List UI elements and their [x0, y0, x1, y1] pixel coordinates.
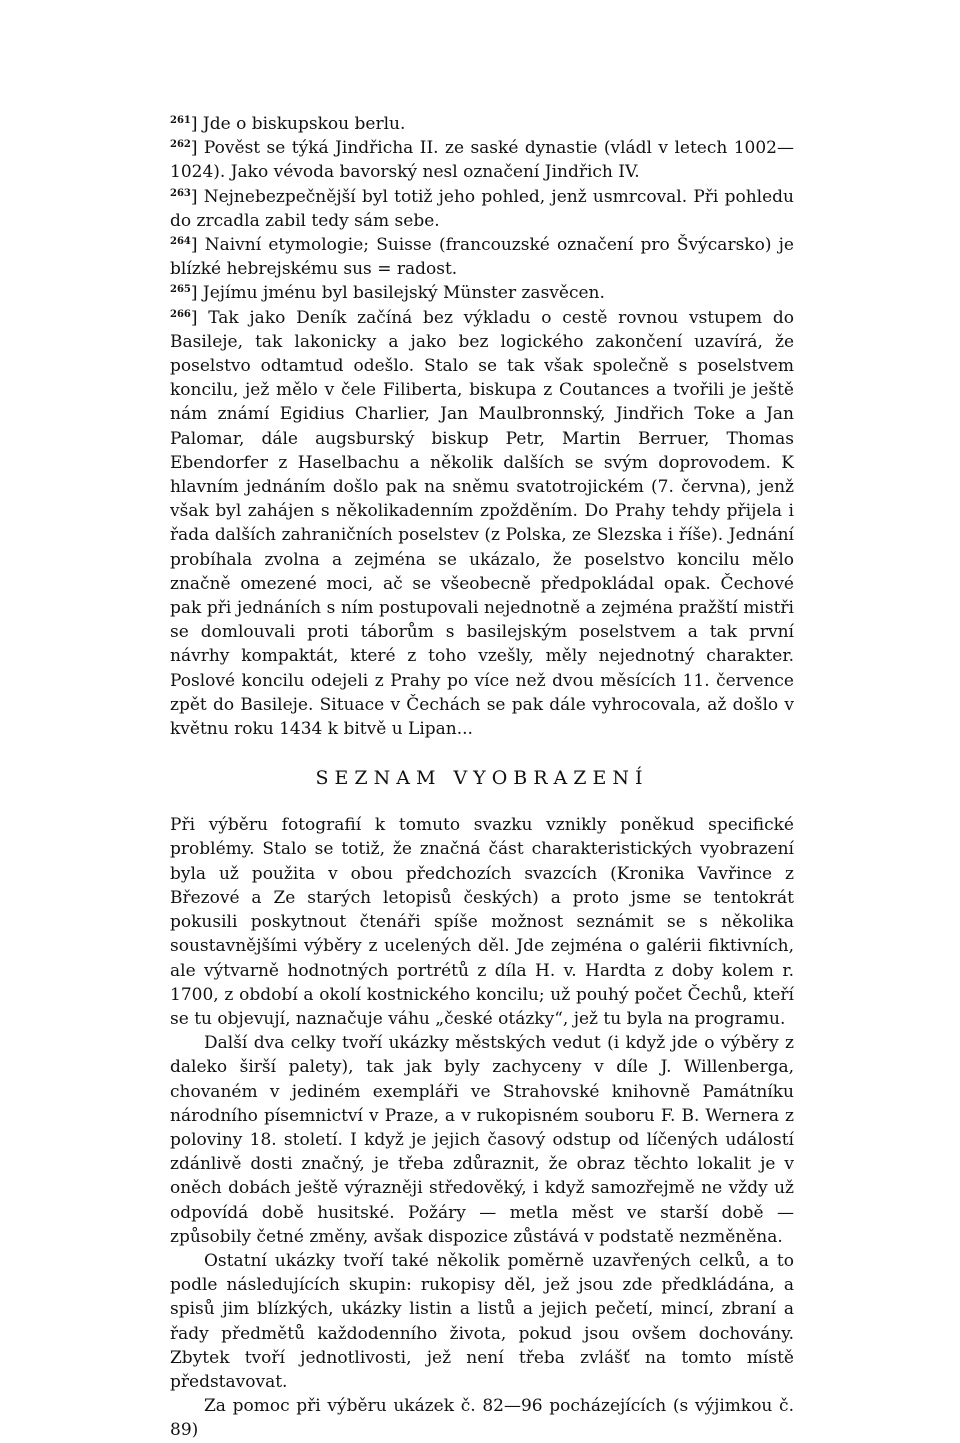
footnote-text: ] Pověst se týká Jindřicha II. ze saské dynastie (vládl v letech 1002—1024). Jako vévoda bavorský nesl označení Jindřich IV. [170, 138, 794, 183]
footnotes [170, 112, 794, 741]
footnote-text: ] Jejímu jménu byl basilejský Münster zasvěcen. [190, 283, 605, 304]
section-heading: SEZNAM VYOBRAZENÍ [315, 767, 649, 790]
footnote-text: ] Tak jako Deník začíná bez výkladu o cestě rovnou vstupem do Basileje, tak lakonicky a jako bez logického zakončení uzavírá, že poselstvo odtamtud odešlo. Stalo se tak však společně s poselstvem koncilu, jež mělo v čele Filiberta, biskupa z Coutances a tvořili je ještě nám známí Egidius Charlier, Jan Maulbronnský, Jindřich Toke a Jan Palomar, dále augsburský biskup Petr, Martin Berruer, Thomas Ebendorfer z Haselbachu a několik dalších se svým doprovodem. K hlavním jednáním došlo pak na sněmu svatotrojickém (7. června), jenž však byl zahájen s několikadenním zpožděním. Do Prahy tehdy přijela i řada dalších zahraničních poselstev (z Polska, ze Slezska i říše). Jednání probíhala zvolna a zejména se ukázalo, že poselstvo koncilu mělo značně omezené moci, ač se všeobecně předpokládal opak. Čechové pak při jednáních s ním postupovali nejednotně a zejména pražští mistři se domlouvali proti táborům s basilejským poselstvem a tak první návrhy kompaktát, které z toho vzešly, měly nejednotný charakter. Poslové koncilu odejeli z Prahy po více než dvou měsících 11. července zpět do Basileje. Situace v Čechách se pak dále vyhrocovala, až došlo v květnu roku 1434 k bitvě u Lipan... [170, 307, 794, 740]
footnote-text: ] Naivní etymologie; Suisse (francouzské označení pro Švýcarsko) je blízké hebrejskému sus = radost. [170, 235, 794, 280]
footnote-text: ] Nejnebezpečnější byl totiž jeho pohled, jenž usmrcoval. Při pohledu do zrcadla zabil tedy sám sebe. [170, 186, 794, 231]
body-paragraph: Ostatní ukázky tvoří také několik poměrně uzavřených celků, a to podle následujících skupin: rukopisy děl, jež jsou zde předkládána, a spisů jim blízkých, ukázky listin a listů a jejich pečetí, mincí, zbraní a řady předmětů každodenního života, pokud jsou ovšem dochovány. Zbytek tvoří jednotlivosti, jež není třeba zvlášť na tomto místě představovat. [170, 1250, 794, 1392]
body-paragraph: Za pomoc při výběru ukázek č. 82—96 pocházejících (s výjimkou č. 89) [170, 1396, 794, 1441]
footnote-266 [170, 306, 794, 742]
footnote-261 [170, 112, 794, 136]
footnote-number: 265 [170, 284, 191, 296]
body-paragraph: Další dva celky tvoří ukázky městských vedut (i když jde o výběry z daleko širší palety), tak jak byly zachyceny v díle J. Willenberga, chovaném v jediném exempláři ve Strahovské knihovně Památníku národního písemnictví v Praze, a v rukopisném souboru F. B. Wernera z poloviny 18. století. I když je jejich časový odstup od líčených událostí zdánlivě dosti značný, je třeba zdůraznit, že obraz těchto lokalit je v oněch dobách ještě výrazněji středověký, i když samozřejmě ne vždy už odpovídá době husitské. Požáry — metla měst ve starší době — způsobily četné změny, avšak dispozice zůstává v podstatě nezměněna. [170, 1033, 794, 1247]
footnote-text: ] Jde o biskupskou berlu. [190, 114, 406, 134]
body-paragraph: Při výběru fotografií k tomuto svazku vznikly poněkud specifické problémy. Stalo se totiž, že značná část charakteristických vyobrazení byla už použita v obou předchozích svazcích (Kronika Vavřince z Březové a Ze starých letopisů českých) a proto jsme se tentokrát pokusili poskytnout čtenáři spíše možnost seznámit se s několika soustavnějšími výběry z ucelených děl. Jde zejména o galérii fiktivních, ale výtvarně hodnotných portrétů z díla H. v. Hardta z doby kolem r. 1700, z období a okolí kostnického koncilu; už pouhý počet Čechů, kteří se tu objevují, naznačuje váhu „české otázky“, jež tu byla na programu. [170, 815, 794, 1029]
footnote-262 [170, 136, 794, 184]
section-body [170, 813, 794, 1442]
page-content [170, 112, 794, 1443]
footnote-number: 263 [170, 187, 191, 199]
footnote-265 [170, 281, 794, 305]
footnote-number: 266 [170, 308, 191, 320]
footnote-263 [170, 185, 794, 233]
footnote-number: 262 [170, 139, 191, 151]
footnote-number: 264 [170, 236, 191, 248]
footnote-264 [170, 233, 794, 281]
footnote-number: 261 [170, 115, 191, 126]
